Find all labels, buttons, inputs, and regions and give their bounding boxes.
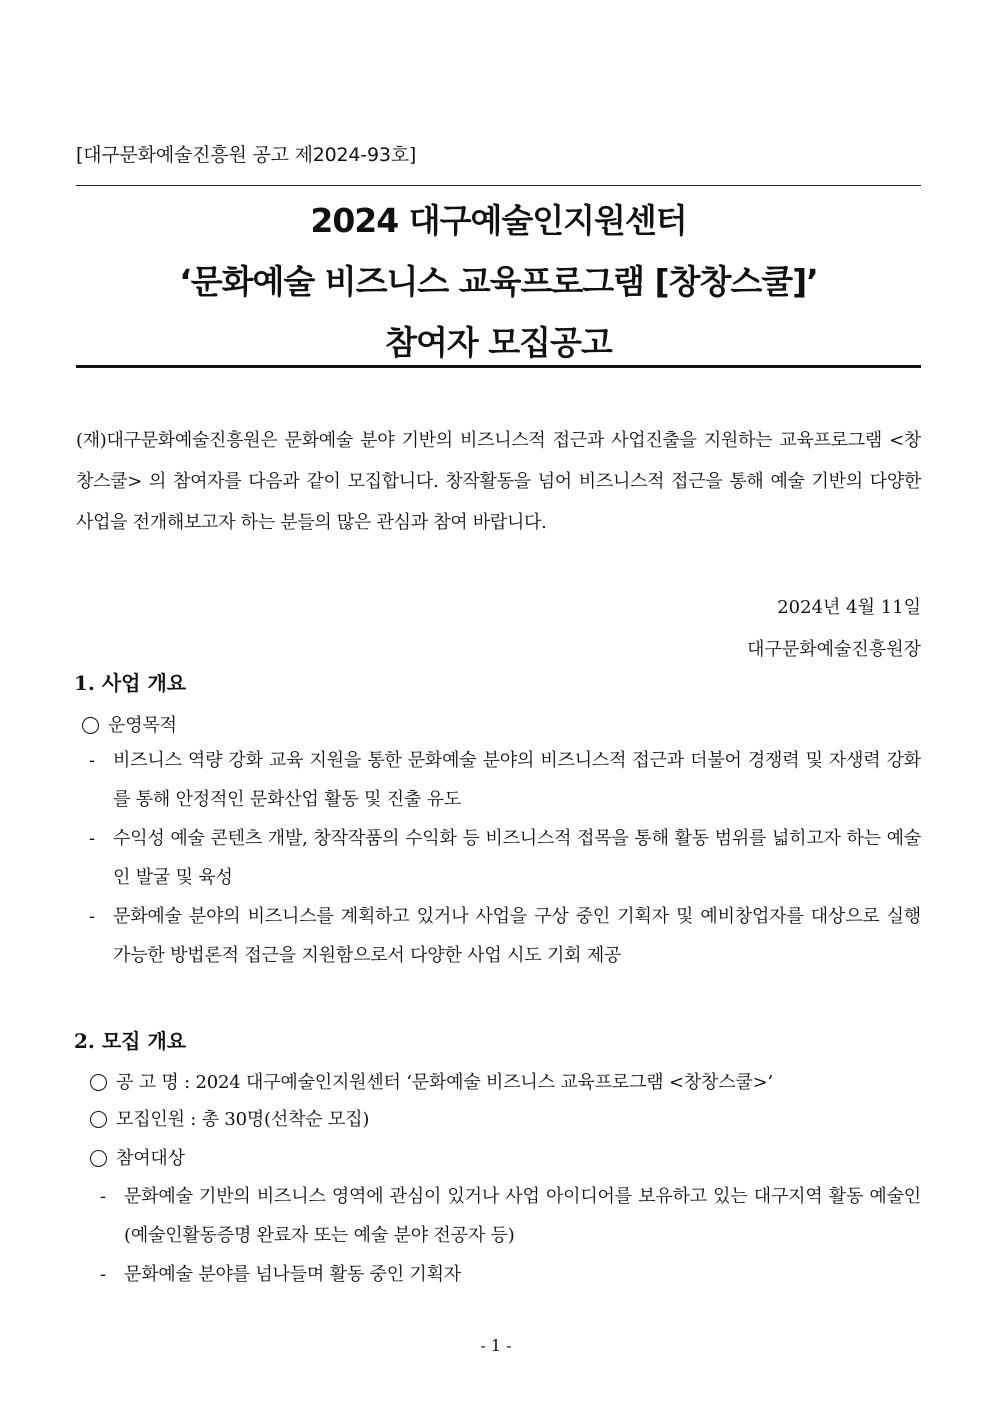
target-label: 참여대상 <box>116 1148 185 1169</box>
title-line-2: ‘문화예술 비즈니스 교육프로그램 [창창스쿨]’ <box>179 262 818 301</box>
title-line-1: 2024 대구예술인지원센터 <box>310 201 687 240</box>
document-title <box>76 196 921 379</box>
purpose-list-item <box>89 897 921 975</box>
section-1-heading: 1. 사업 개요 <box>74 671 187 695</box>
dash-bullet: - <box>100 1186 106 1207</box>
intro-paragraph: (재)대구문화예술진흥원은 문화예술 분야 기반의 비즈니스적 접근과 사업진출을 지원하는 교육프로그램 <창창스쿨> 의 참여자를 다음과 같이 모집합니다. 창작활동을 넘어 비즈니스적 접근을 통해 예술 기반의 다양한 사업을 전개해보고자 하는 분들의 많은 관심과 참여 바랍니다. <box>76 430 921 533</box>
section-2-heading: 2. 모집 개요 <box>74 1029 187 1053</box>
title-bottom-rule <box>76 365 921 368</box>
purpose-item <box>82 711 177 737</box>
circle-bullet-icon <box>90 1111 107 1128</box>
target-list-item-text: 문화예술 기반의 비즈니스 영역에 관심이 있거나 사업 아이디어를 보유하고 있는 대구지역 활동 예술인(예술인활동증명 완료자 또는 예술 분야 전공자 등) <box>124 1186 921 1246</box>
notice-name-text: 공 고 명 : 2024 대구예술인지원센터 ‘문화예술 비즈니스 교육프로그램 <창창스쿨>’ <box>116 1072 774 1093</box>
dash-bullet: - <box>100 1264 106 1285</box>
notice-name-item <box>90 1068 773 1094</box>
purpose-list-item <box>89 819 921 897</box>
dash-bullet: - <box>89 828 95 849</box>
target-list-item <box>100 1255 921 1294</box>
circle-bullet-icon <box>82 717 99 734</box>
issuer: 대구문화예술진흥원장 <box>747 639 921 660</box>
page-number: - 1 - <box>480 1336 512 1355</box>
purpose-list-item-text: 비즈니스 역량 강화 교육 지원을 통한 문화예술 분야의 비즈니스적 접근과 더불어 경쟁력 및 자생력 강화를 통해 안정적인 문화산업 활동 및 진출 유도 <box>113 750 921 810</box>
target-item <box>90 1144 185 1170</box>
purpose-list-item <box>89 741 921 819</box>
announcement-date: 2024년 4월 11일 <box>777 597 921 618</box>
target-list-item-text: 문화예술 분야를 넘나들며 활동 중인 기획자 <box>124 1264 461 1285</box>
circle-bullet-icon <box>90 1150 107 1167</box>
target-list-item <box>100 1177 921 1255</box>
dash-bullet: - <box>89 750 95 771</box>
purpose-list-item-text: 문화예술 분야의 비즈니스를 계획하고 있거나 사업을 구상 중인 기획자 및 예비창업자를 대상으로 실행 가능한 방법론적 접근을 지원함으로서 다양한 사업 시도 기회 제공 <box>113 906 921 966</box>
purpose-list-item-text: 수익성 예술 콘텐츠 개발, 창작작품의 수익화 등 비즈니스적 접목을 통해 활동 범위를 넓히고자 하는 예술인 발굴 및 육성 <box>113 828 921 888</box>
title-top-rule <box>76 185 921 186</box>
circle-bullet-icon <box>90 1074 107 1091</box>
recruit-count-item <box>90 1105 369 1131</box>
title-line-3: 참여자 모집공고 <box>385 323 612 362</box>
signature-block <box>747 587 921 671</box>
dash-bullet: - <box>89 906 95 927</box>
purpose-label: 운영목적 <box>108 715 177 736</box>
recruit-count-text: 모집인원 : 총 30명(선착순 모집) <box>116 1109 370 1130</box>
notice-number: [대구문화예술진흥원 공고 제2024-93호] <box>76 144 417 166</box>
